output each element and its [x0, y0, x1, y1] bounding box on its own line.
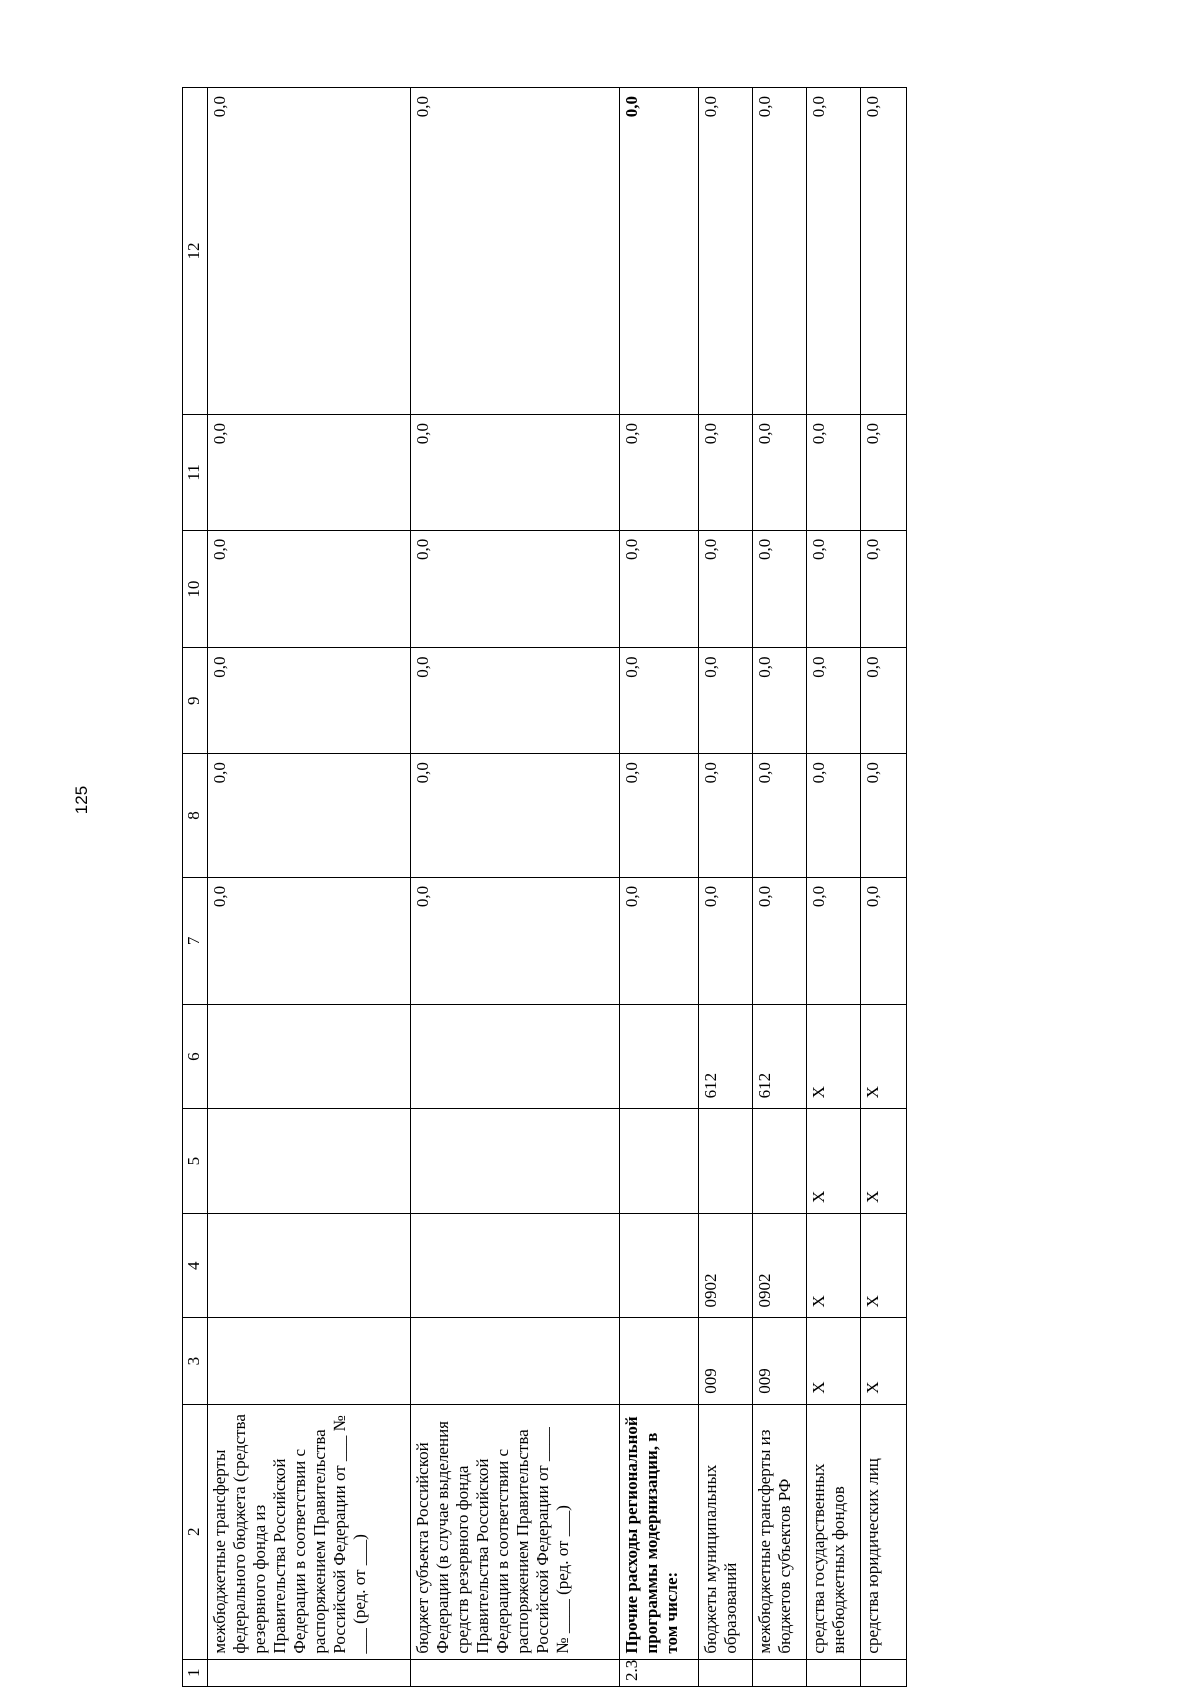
cell-value: 0,0 [698, 415, 752, 531]
table-row [807, 88, 861, 1687]
cell-value: 0,0 [208, 415, 411, 531]
cell-code [619, 1004, 698, 1109]
header-cell: 11 [183, 415, 208, 531]
cell-code [410, 1004, 619, 1109]
cell-code [619, 1109, 698, 1214]
cell-code: 612 [753, 1004, 807, 1109]
cell-code: Х [861, 1004, 907, 1109]
rotated-table-container [182, 87, 907, 1687]
cell-value: 0,0 [807, 415, 861, 531]
cell-value: 0,0 [619, 877, 698, 1004]
cell-code: 0902 [753, 1213, 807, 1318]
cell-num [753, 1659, 807, 1686]
cell-value: 0,0 [410, 754, 619, 878]
cell-num [861, 1659, 907, 1686]
cell-code [208, 1109, 411, 1214]
cell-value: 0,0 [861, 415, 907, 531]
header-row [183, 88, 208, 1687]
cell-description: средства юридических лиц [861, 1404, 907, 1659]
cell-value: 0,0 [753, 530, 807, 648]
cell-code: Х [807, 1318, 861, 1404]
cell-code [208, 1004, 411, 1109]
cell-value: 0,0 [619, 88, 698, 415]
cell-value: 0,0 [619, 648, 698, 754]
cell-code: Х [861, 1213, 907, 1318]
header-cell: 10 [183, 530, 208, 648]
cell-value: 0,0 [807, 754, 861, 878]
header-cell: 9 [183, 648, 208, 754]
table-row [410, 88, 619, 1687]
budget-table [182, 87, 907, 1687]
cell-value: 0,0 [698, 88, 752, 415]
header-cell: 4 [183, 1213, 208, 1318]
cell-value: 0,0 [807, 88, 861, 415]
cell-value: 0,0 [410, 877, 619, 1004]
cell-code [698, 1109, 752, 1214]
cell-value: 0,0 [861, 648, 907, 754]
cell-code [619, 1213, 698, 1318]
cell-code: 0902 [698, 1213, 752, 1318]
header-cell: 3 [183, 1318, 208, 1404]
table-row [208, 88, 411, 1687]
cell-num [410, 1659, 619, 1686]
table-row [619, 88, 698, 1687]
cell-description: средства государственных внебюджетных фондов [807, 1404, 861, 1659]
cell-code: 612 [698, 1004, 752, 1109]
cell-num: 2.3 [619, 1659, 698, 1686]
cell-value: 0,0 [753, 88, 807, 415]
cell-code: 009 [698, 1318, 752, 1404]
table-row [861, 88, 907, 1687]
cell-value: 0,0 [410, 648, 619, 754]
cell-value: 0,0 [861, 88, 907, 415]
cell-description: бюджет субъекта Российской Федерации (в случае выделения средств резервного фонда Правительства Российской Федерации в соответствии с распоряжением Правительства Российской Федерации от ____ № ____ (ред. от ___) [410, 1404, 619, 1659]
cell-code [753, 1109, 807, 1214]
cell-value: 0,0 [753, 754, 807, 878]
cell-description: межбюджетные трансферты из бюджетов субъектов РФ [753, 1404, 807, 1659]
cell-code [208, 1318, 411, 1404]
cell-value: 0,0 [208, 648, 411, 754]
cell-num [807, 1659, 861, 1686]
header-cell: 2 [183, 1404, 208, 1659]
cell-code [410, 1213, 619, 1318]
cell-value: 0,0 [208, 530, 411, 648]
cell-num [208, 1659, 411, 1686]
cell-code: Х [861, 1318, 907, 1404]
header-cell: 12 [183, 88, 208, 415]
cell-value: 0,0 [861, 754, 907, 878]
cell-code [208, 1213, 411, 1318]
header-cell: 1 [183, 1659, 208, 1686]
cell-value: 0,0 [698, 754, 752, 878]
cell-value: 0,0 [753, 415, 807, 531]
table-row [753, 88, 807, 1687]
cell-value: 0,0 [698, 648, 752, 754]
header-cell: 6 [183, 1004, 208, 1109]
cell-value: 0,0 [807, 877, 861, 1004]
cell-description: Прочие расходы региональной программы модернизации, в том числе: [619, 1404, 698, 1659]
header-cell: 5 [183, 1109, 208, 1214]
cell-code [410, 1109, 619, 1214]
cell-value: 0,0 [807, 530, 861, 648]
cell-value: 0,0 [619, 754, 698, 878]
cell-value: 0,0 [208, 88, 411, 415]
cell-num [698, 1659, 752, 1686]
cell-code: Х [807, 1109, 861, 1214]
cell-value: 0,0 [698, 877, 752, 1004]
cell-value: 0,0 [410, 530, 619, 648]
cell-value: 0,0 [619, 530, 698, 648]
cell-code: Х [861, 1109, 907, 1214]
cell-value: 0,0 [753, 648, 807, 754]
cell-value: 0,0 [410, 415, 619, 531]
cell-code: 009 [753, 1318, 807, 1404]
cell-value: 0,0 [410, 88, 619, 415]
cell-value: 0,0 [619, 415, 698, 531]
cell-value: 0,0 [698, 530, 752, 648]
page-number: 125 [72, 785, 91, 815]
cell-value: 0,0 [208, 754, 411, 878]
cell-code [410, 1318, 619, 1404]
cell-value: 0,0 [861, 530, 907, 648]
cell-value: 0,0 [753, 877, 807, 1004]
cell-description: межбюджетные трансферты федерального бюджета (средства резервного фонда из Правительства Российской Федерации в соответствии с распоряжением Правительства Российской Федерации от ___ № ___ (ред. от ___) [208, 1404, 411, 1659]
table-row [698, 88, 752, 1687]
header-cell: 8 [183, 754, 208, 878]
cell-value: 0,0 [208, 877, 411, 1004]
cell-description: бюджеты муниципальных образований [698, 1404, 752, 1659]
cell-value: 0,0 [807, 648, 861, 754]
cell-code [619, 1318, 698, 1404]
header-cell: 7 [183, 877, 208, 1004]
cell-code: Х [807, 1213, 861, 1318]
cell-code: Х [807, 1004, 861, 1109]
cell-value: 0,0 [861, 877, 907, 1004]
